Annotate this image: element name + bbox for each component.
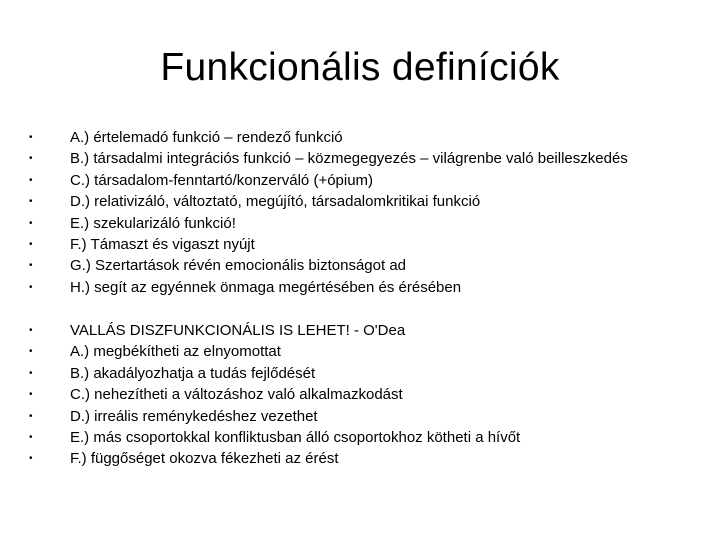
list-item-text: A.) megbékítheti az elnyomottat xyxy=(70,343,281,361)
list-item-text: F.) Támaszt és vigaszt nyújt xyxy=(70,235,255,253)
list-item xyxy=(0,277,720,298)
bullet-icon: • xyxy=(29,196,33,208)
slide-title: Funkcionális definíciók xyxy=(160,46,560,89)
bullet-icon: • xyxy=(29,367,33,379)
list-item xyxy=(0,341,720,362)
list-item xyxy=(0,320,720,341)
bullet-icon: • xyxy=(29,238,33,250)
bullet-icon: • xyxy=(29,389,33,401)
list-item xyxy=(0,234,720,255)
bullet-icon: • xyxy=(29,174,33,186)
list-item-text: G.) Szertartások révén emocionális biztonságot ad xyxy=(70,257,406,275)
list-item xyxy=(0,255,720,276)
list-item-text: A.) értelemadó funkció – rendező funkció xyxy=(70,129,343,146)
bullet-icon: • xyxy=(29,325,33,336)
list-item-text: F.) függőséget okozva fékezheti az érést xyxy=(70,450,339,468)
list-item-text: H.) segít az egyénnek önmaga megértésében és érésében xyxy=(70,278,462,296)
list-item-text: E.) más csoportokkal konfliktusban álló csoportokhoz kötheti a hívőt xyxy=(70,428,521,446)
list-item xyxy=(0,406,720,427)
bullet-icon: • xyxy=(29,453,33,465)
list-item xyxy=(0,213,720,234)
functions-list xyxy=(0,127,720,298)
bullet-icon: • xyxy=(29,153,33,165)
list-item-text: B.) akadályozhatja a tudás fejlődését xyxy=(70,364,316,382)
bullet-icon: • xyxy=(29,431,33,443)
bullet-icon: • xyxy=(29,132,33,143)
dysfunctions-list xyxy=(0,320,720,470)
bullet-icon: • xyxy=(29,346,33,358)
list-item-text: B.) társadalmi integrációs funkció – közmegegyezés – világrenbe való beilleszkedés xyxy=(70,150,628,168)
list-item xyxy=(0,427,720,448)
list-item-text: C.) társadalom-fenntartó/konzerváló (+ópium) xyxy=(70,171,374,189)
bullet-icon: • xyxy=(29,410,33,422)
bullet-icon: • xyxy=(29,217,33,229)
list-item xyxy=(0,170,720,191)
list-item xyxy=(0,127,720,148)
list-item xyxy=(0,384,720,405)
list-item xyxy=(0,191,720,212)
bullet-icon: • xyxy=(29,281,33,293)
list-item xyxy=(0,448,720,469)
list-item-text: D.) irreális reménykedéshez vezethet xyxy=(70,407,318,425)
list-item-text: D.) relativizáló, változtató, megújító, társadalomkritikai funkció xyxy=(70,193,481,211)
list-item-text: E.) szekularizáló funkció! xyxy=(70,214,236,232)
bullet-icon: • xyxy=(29,260,33,272)
list-item xyxy=(0,363,720,384)
list-item xyxy=(0,148,720,169)
list-item-text: C.) nehezítheti a változáshoz való alkalmazkodást xyxy=(70,386,403,404)
list-item-text: VALLÁS DISZFUNKCIONÁLIS IS LEHET! - O'Dea xyxy=(70,322,406,339)
